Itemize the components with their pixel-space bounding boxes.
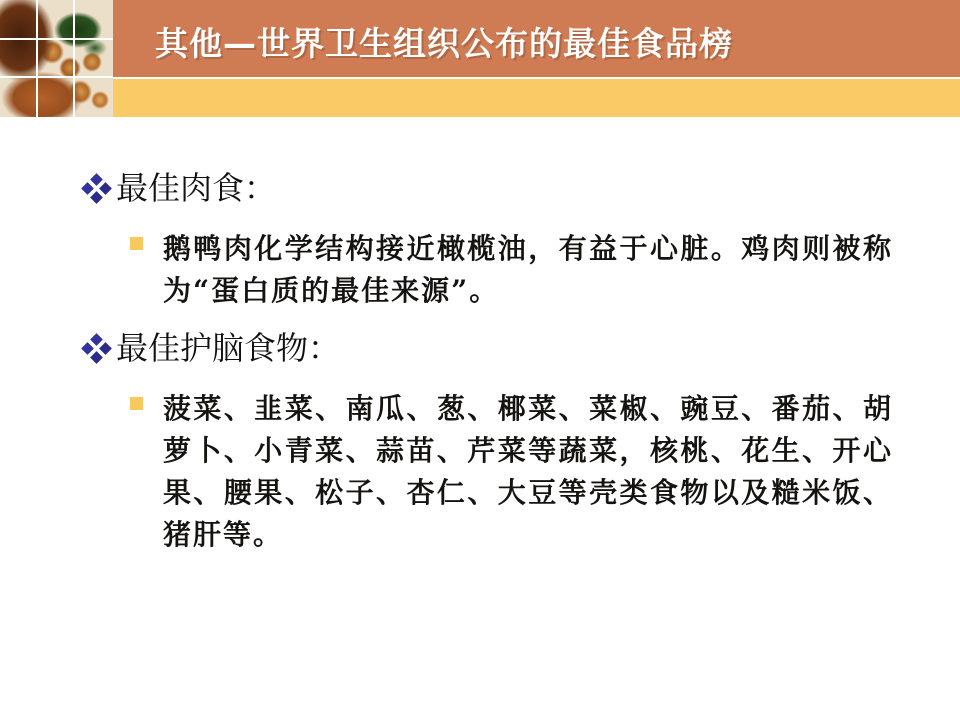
sub-bullet-item-brain-food <box>83 388 903 556</box>
slide-body <box>83 166 903 556</box>
slide-title: 其他—世界卫生组织公布的最佳食品榜 <box>155 24 733 63</box>
food-photo-collage <box>0 0 113 117</box>
title-bar <box>0 0 960 77</box>
bullet-heading: 最佳肉食： <box>116 169 277 207</box>
bullet-item-brain-food <box>83 326 903 370</box>
four-diamond-bullet-icon <box>83 175 110 202</box>
square-bullet-icon <box>130 397 143 410</box>
sub-bullet-item-meat <box>83 228 903 312</box>
bullet-heading: 最佳护脑食物： <box>116 329 341 367</box>
accent-band <box>0 79 960 117</box>
sub-bullet-text: 菠菜、韭菜、南瓜、葱、椰菜、菜椒、豌豆、番茄、胡萝卜、小青菜、蒜苗、芹菜等蔬菜，核桃、花生、开心果、腰果、松子、杏仁、大豆等壳类食物以及糙米饭、猪肝等。 <box>163 392 893 551</box>
sub-bullet-text: 鹅鸭肉化学结构接近橄榄油，有益于心脏。鸡肉则被称为“蛋白质的最佳来源”。 <box>163 232 893 307</box>
square-bullet-icon <box>130 237 143 250</box>
bullet-item-meat <box>83 166 903 210</box>
four-diamond-bullet-icon <box>83 335 110 362</box>
